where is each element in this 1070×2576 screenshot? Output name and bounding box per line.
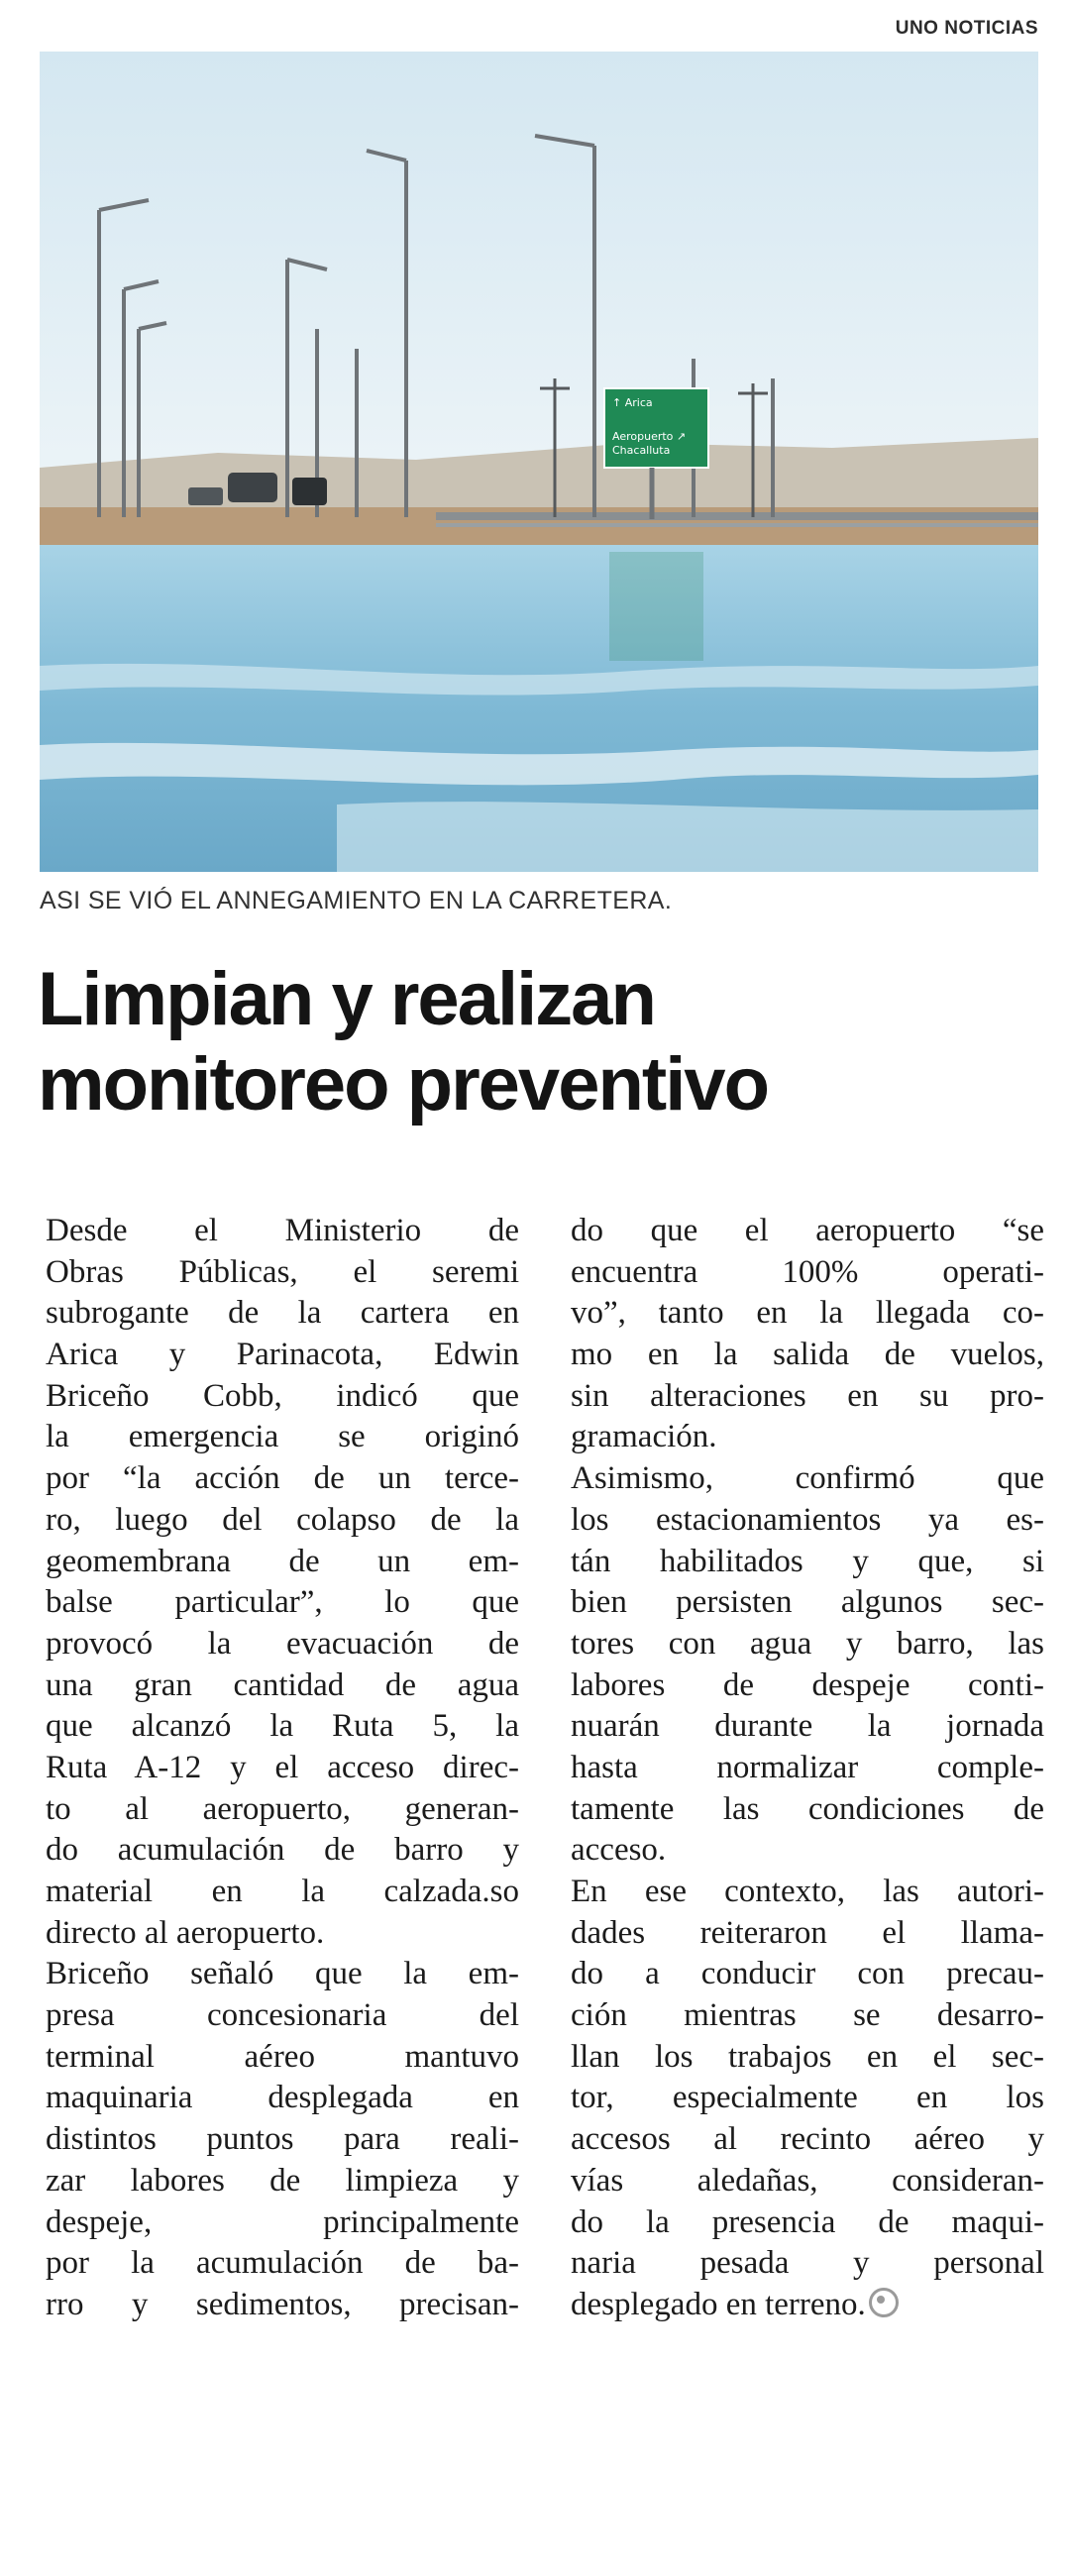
- section-label: UNO NOTICIAS: [895, 18, 1038, 39]
- article-line: labores de despeje conti-: [571, 1666, 1044, 1703]
- article-line: tamente las condiciones de: [571, 1790, 1044, 1827]
- sign-line-3: Chacalluta: [612, 444, 671, 457]
- article-line: rro y sedimentos, precisan-: [46, 2286, 519, 2322]
- article-line: geomembrana de un em-: [46, 1543, 519, 1579]
- article-line: los estacionamientos ya es-: [571, 1501, 1044, 1538]
- article-line: Asimismo, confirmó que: [571, 1460, 1044, 1497]
- article-line: Obras Públicas, el seremi: [46, 1253, 519, 1290]
- article-line: que alcanzó la Ruta 5, la: [46, 1708, 519, 1745]
- article-line: zar labores de limpieza y: [46, 2162, 519, 2199]
- article-line: presa concesionaria del: [46, 1997, 519, 2034]
- article-line: Briceño señaló que la em-: [46, 1956, 519, 1992]
- article-line: despeje, principalmente: [46, 2203, 519, 2240]
- article-line: balse particular”, lo que: [46, 1584, 519, 1621]
- article-line: desplegado en terreno.: [571, 2285, 1044, 2326]
- article-line: tor, especialmente en los: [571, 2080, 1044, 2116]
- article-line: hasta normalizar comple-: [571, 1749, 1044, 1785]
- article-line: tán habilitados y que, si: [571, 1543, 1044, 1579]
- article-line: terminal aéreo mantuvo: [46, 2038, 519, 2075]
- article-line: subrogante de la cartera en: [46, 1295, 519, 1332]
- article-line: encuentra 100% operati-: [571, 1253, 1044, 1290]
- article-line: vías aledañas, consideran-: [571, 2162, 1044, 2199]
- article-line: do a conducir con precau-: [571, 1956, 1044, 1992]
- article-line: do la presencia de maqui-: [571, 2203, 1044, 2240]
- article-line: una gran cantidad de agua: [46, 1666, 519, 1703]
- article-line: gramación.: [571, 1419, 717, 1455]
- article-line: distintos puntos para reali-: [46, 2121, 519, 2158]
- article-line: sin alteraciones en su pro-: [571, 1377, 1044, 1414]
- article-line: mo en la salida de vuelos,: [571, 1337, 1044, 1373]
- article-line: bien persisten algunos sec-: [571, 1584, 1044, 1621]
- article-line: por la acumulación de ba-: [46, 2245, 519, 2282]
- article-line: Ruta A-12 y el acceso direc-: [46, 1749, 519, 1785]
- circle-end-icon: [869, 2288, 899, 2317]
- headline-line-1: Limpian y realizan: [38, 957, 655, 1041]
- article-line: provocó la evacuación de: [46, 1625, 519, 1662]
- article-line: tores con agua y barro, las: [571, 1625, 1044, 1662]
- article-line: to al aeropuerto, generan-: [46, 1790, 519, 1827]
- article-line: nuarán durante la jornada: [571, 1708, 1044, 1745]
- article-line: accesos al recinto aéreo y: [571, 2121, 1044, 2158]
- article-line: acceso.: [571, 1832, 667, 1869]
- article-line: ro, luego del colapso de la: [46, 1501, 519, 1538]
- flooded-road-photo: [40, 52, 1038, 872]
- article-line: Arica y Parinacota, Edwin: [46, 1337, 519, 1373]
- article-line: por “la acción de un terce-: [46, 1460, 519, 1497]
- article-line: dades reiteraron el llama-: [571, 1914, 1044, 1951]
- article-line: do acumulación de barro y: [46, 1832, 519, 1869]
- article-column-right: [571, 1211, 1044, 2326]
- sign-line-2: Aeropuerto ↗: [612, 430, 687, 443]
- article-line: do que el aeropuerto “se: [571, 1213, 1044, 1248]
- headline: [38, 957, 768, 1127]
- article-line: Briceño Cobb, indicó que: [46, 1377, 519, 1414]
- article-line: naria pesada y personal: [571, 2245, 1044, 2282]
- article-line: vo”, tanto en la llegada co-: [571, 1295, 1044, 1332]
- article-line: En ese contexto, las autori-: [571, 1874, 1044, 1909]
- sign-line-1: ↑ Arica: [612, 396, 653, 409]
- article-line: material en la calzada.so: [46, 1874, 519, 1909]
- article-line: Desde el Ministerio de: [46, 1213, 519, 1248]
- article-line: llan los trabajos en el sec-: [571, 2038, 1044, 2075]
- article-line: maquinaria desplegada en: [46, 2080, 519, 2116]
- headline-line-2: monitoreo preventivo: [38, 1042, 768, 1127]
- article-column-left: [46, 1211, 519, 2326]
- article-line: ción mientras se desarro-: [571, 1997, 1044, 2034]
- article-line: la emergencia se originó: [46, 1419, 519, 1455]
- article-line: directo al aeropuerto.: [46, 1914, 325, 1951]
- photo-caption: ASI SE VIÓ EL ANNEGAMIENTO EN LA CARRETERA.: [40, 887, 673, 914]
